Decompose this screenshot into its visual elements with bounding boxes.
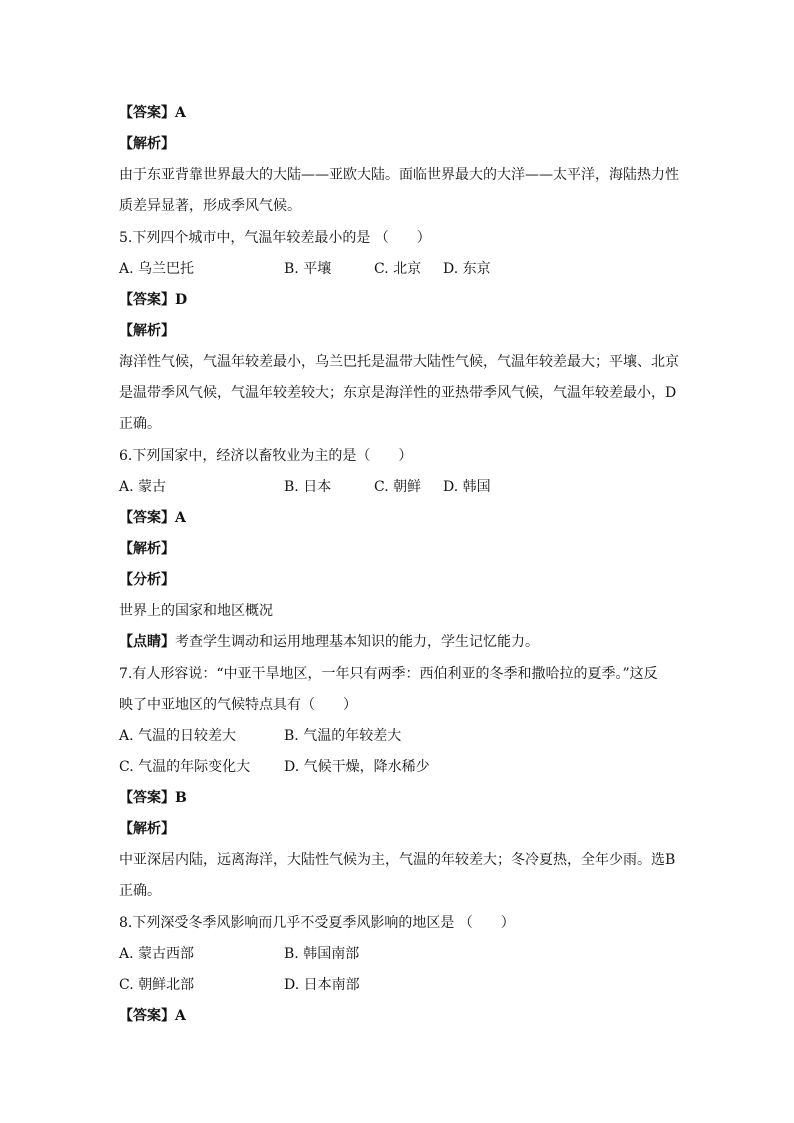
question-8: 8.下列深受冬季风影响而几乎不受夏季风影响的地区是 （ ）	[119, 915, 515, 931]
tip-label: 【点睛】	[119, 634, 175, 650]
option-5b: B. 平壤	[284, 261, 332, 277]
analysis-text-5-line2: 是温带季风气候，气温年较差较大；东京是海洋性的亚热带季风气候，气温年较差最小，D	[119, 385, 677, 401]
option-6c: C. 朝鲜	[374, 479, 422, 495]
question-6: 6.下列国家中，经济以畜牧业为主的是（ ）	[119, 448, 413, 464]
option-8c: C. 朝鲜北部	[119, 977, 195, 993]
analysis-text-4-line1: 由于东亚背靠世界最大的大陆——亚欧大陆。面临世界最大的大洋——太平洋，海陆热力性	[119, 167, 679, 183]
analysis-label-4: 【解析】	[119, 136, 175, 152]
option-8a: A. 蒙古西部	[119, 946, 195, 962]
option-6a: A. 蒙古	[119, 479, 167, 495]
question-5: 5.下列四个城市中，气温年较差最小的是 （ ）	[119, 230, 431, 246]
option-6d: D. 韩国	[443, 479, 491, 495]
option-7b: B. 气温的年较差大	[284, 728, 402, 744]
answer-label-4: 【答案】A	[119, 105, 186, 121]
analysis-text-5-line3: 正确。	[119, 416, 161, 432]
analysis-label-6: 【解析】	[119, 541, 175, 557]
option-5d: D. 东京	[443, 261, 491, 277]
answer-label-7: 【答案】B	[119, 790, 187, 806]
option-7c: C. 气温的年际变化大	[119, 759, 251, 775]
option-8d: D. 日本南部	[284, 977, 360, 993]
answer-label-6: 【答案】A	[119, 510, 186, 526]
analysis-text-7-line1: 中亚深居内陆，远离海洋，大陆性气候为主，气温的年较差大；冬冷夏热，全年少雨。选B	[119, 852, 676, 868]
tip-line-6	[119, 632, 679, 652]
analysis-text-5-line1: 海洋性气候，气温年较差最小，乌兰巴托是温带大陆性气候，气温年较差最大；平壤、北京	[119, 354, 679, 370]
answer-label-8: 【答案】A	[119, 1008, 186, 1024]
option-5a: A. 乌兰巴托	[119, 261, 195, 277]
answer-label-5: 【答案】D	[119, 292, 188, 308]
analysis-text-6: 世界上的国家和地区概况	[119, 603, 273, 619]
option-8b: B. 韩国南部	[284, 946, 360, 962]
question-7-line1: 7.有人形容说：“中亚干旱地区，一年只有两季：西伯利亚的冬季和撒哈拉的夏季。”这反	[119, 666, 658, 682]
option-7a: A. 气温的日较差大	[119, 728, 237, 744]
option-7d: D. 气候干燥，降水稀少	[284, 759, 430, 775]
analysis-label-7: 【解析】	[119, 821, 175, 837]
analysis-text-7-line2: 正确。	[119, 883, 161, 899]
question-7-line2: 映了中亚地区的气候特点具有（ ）	[119, 697, 357, 713]
tip-text: 考查学生调动和运用地理基本知识的能力，学生记忆能力。	[175, 634, 539, 650]
analysis-label-5: 【解析】	[119, 323, 175, 339]
analysis-subhead-6: 【分析】	[119, 572, 175, 588]
analysis-text-4-line2: 质差异显著，形成季风气候。	[119, 198, 301, 214]
option-5c: C. 北京	[374, 261, 422, 277]
option-6b: B. 日本	[284, 479, 332, 495]
